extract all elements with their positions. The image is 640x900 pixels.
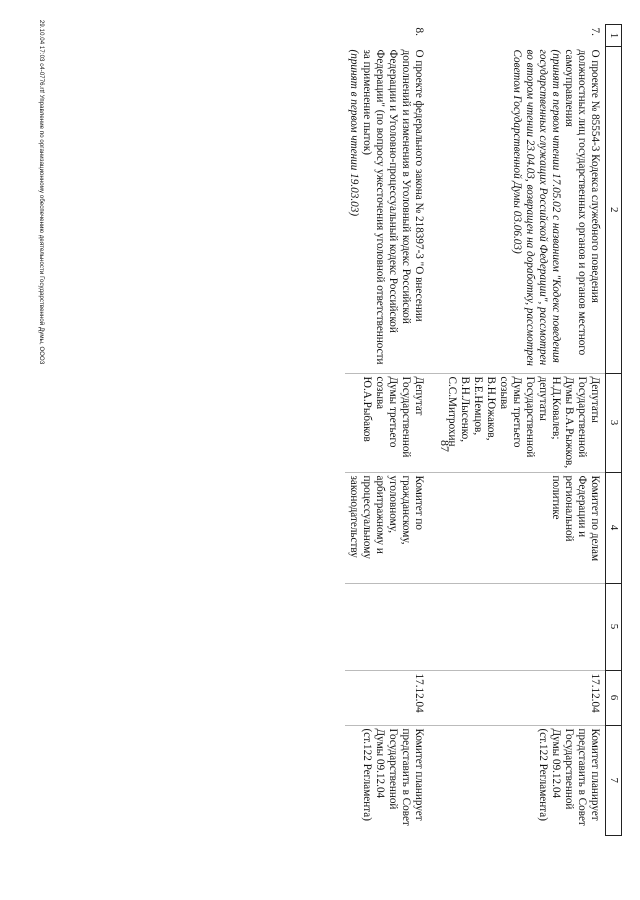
footer-text: 29.10.04 17:03 c4-0776.rtf Управление по организационному обеспечению деятельности Государственной Думы, ООО3 <box>38 20 44 365</box>
project-note: (принят в первом чтении 19.03.03) <box>348 49 360 217</box>
page-number: 87 <box>438 440 452 452</box>
table-row <box>427 25 606 836</box>
project-title: О проекте № 85554-3 Кодекса служебного поведения должностных лиц государственных органов и органов местного самоуправления <box>563 49 601 356</box>
col5-cell <box>345 583 427 670</box>
authors-cell: Депутат Государственной Думы третьего созыва Ю.А.Рыбаков <box>345 373 427 472</box>
project-cell <box>427 47 606 374</box>
plan-cell: Комитет планирует представить в Совет Государственной Думы 09.12.04 (ст.122 Регламента) <box>537 728 601 826</box>
committee-cell: Комитет по гражданскому, уголовному, арбитражному и процессуальному законодательству <box>345 472 427 583</box>
header-col-6: 6 <box>606 670 622 725</box>
project-cell <box>345 47 427 374</box>
date-cell: 17.12.04 <box>345 670 427 725</box>
row-number: 8. <box>413 27 425 36</box>
header-row <box>606 25 622 836</box>
header-col-4: 4 <box>606 472 622 583</box>
header-col-7: 7 <box>606 725 622 836</box>
header-col-3: 3 <box>606 373 622 472</box>
authors-cell: Депутаты Государственной Думы В.А.Рыжков, Н.Д.Ковалев; депутаты Государственной Думы третьего созыва В.Н.Южаков, Б.Е.Немцов, В.Н.Лысенко, С.С.Митрохин <box>427 373 606 472</box>
header-col-2: 2 <box>606 47 622 374</box>
plan-cell: Комитет планирует представить в Совет Государственной Думы 09.12.04 (ст.122 Регламента) <box>361 728 425 826</box>
col5-cell <box>427 583 606 670</box>
row-number: 7. <box>589 27 601 36</box>
project-title: О проекте федерального закона № 218397-3 "О внесении дополнений и изменения в Уголовный кодекс Российской Федерации и Уголовно-процессуальный кодекс Российской Федерации" (по вопросу ужесточения уголовной ответственности за применение пыток) <box>361 49 425 365</box>
header-col-1: 1 <box>606 25 622 47</box>
committee-cell: Комитет по делам Федерации и региональной политике <box>427 472 606 583</box>
legislation-table <box>345 24 622 836</box>
project-note: (принят в первом чтении 17.05.02 с названием "Кодекс поведения государственных служащих Российской Федерации", рассмотрен во втором чтении 23.04.03, возвращен на доработку, рассмотрен Советом Государственной Думы 03.06.03) <box>511 49 562 366</box>
date-cell: 17.12.04 <box>427 670 606 725</box>
header-col-5: 5 <box>606 583 622 670</box>
table-row <box>345 25 427 836</box>
